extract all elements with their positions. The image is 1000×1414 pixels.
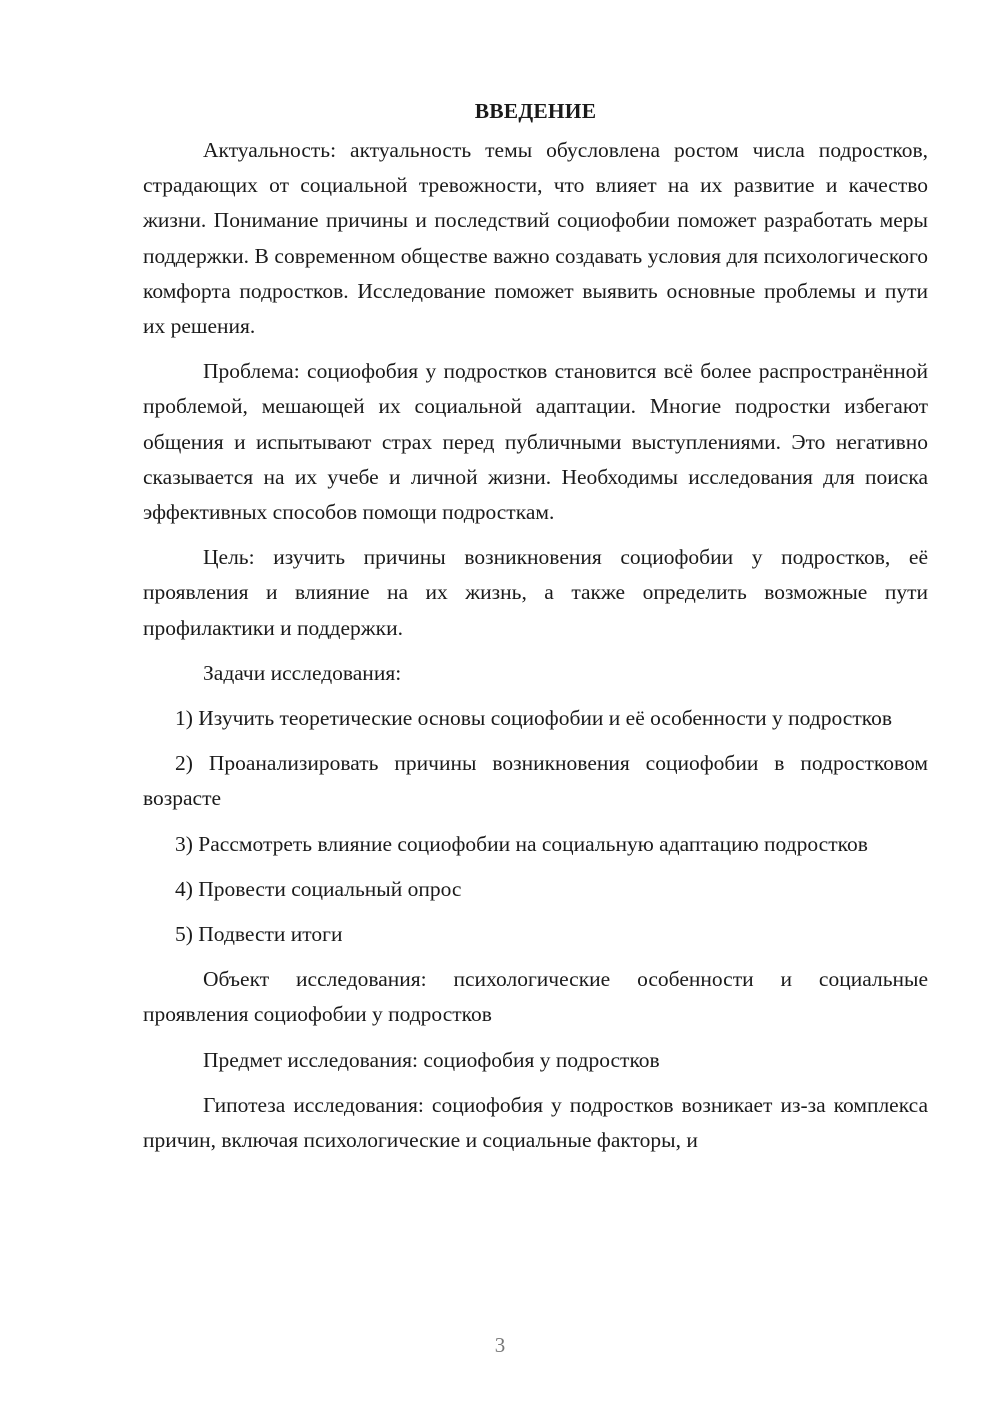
- hypothesis-paragraph: Гипотеза исследования: социофобия у подростков возникает из-за комплекса причин, включая психологические и социальные факторы, и: [143, 1092, 928, 1153]
- problem-paragraph: Проблема: социофобия у подростков становится всё более распространённой проблемой, мешающей их социальной адаптации. Многие подростки избегают общения и испытывают страх перед публичными выступлениями. Это негативно сказывается на их учебе и личной жизни. Необходимы исследования для поиска эффективных способов помощи подросткам.: [143, 359, 928, 525]
- task-item-3: 3) Рассмотреть влияние социофобии на социальную адаптацию подростков: [175, 831, 868, 856]
- relevance-paragraph: Актуальность: актуальность темы обусловлена ростом числа подростков, страдающих от социальной тревожности, что влияет на их развитие и качество жизни. Понимание причины и последствий социофобии поможет разработать меры поддержки. В современном обществе важно создавать условия для психологического комфорта подростков. Исследование поможет выявить основные проблемы и пути их решения.: [143, 138, 928, 339]
- task-item-4: 4) Провести социальный опрос: [175, 876, 462, 901]
- task-item-2: 2) Проанализировать причины возникновения социофобии в подростковом возрасте: [143, 751, 928, 811]
- tasks-heading: Задачи исследования:: [203, 660, 402, 685]
- task-item-5: 5) Подвести итоги: [175, 922, 343, 947]
- subject-paragraph: Предмет исследования: социофобия у подростков: [203, 1047, 660, 1072]
- goal-paragraph: Цель: изучить причины возникновения социофобии у подростков, её проявления и влияние на их жизнь, а также определить возможные пути профилактики и поддержки.: [143, 545, 928, 640]
- document-page: [143, 96, 928, 1168]
- page-number: 3: [494, 1333, 506, 1357]
- section-title: ВВЕДЕНИЕ: [474, 99, 597, 123]
- task-item-1: 1) Изучить теоретические основы социофобии и её особенности у подростков: [175, 706, 892, 731]
- object-paragraph: Объект исследования: психологические особенности и социальные проявления социофобии у подростков: [143, 967, 928, 1027]
